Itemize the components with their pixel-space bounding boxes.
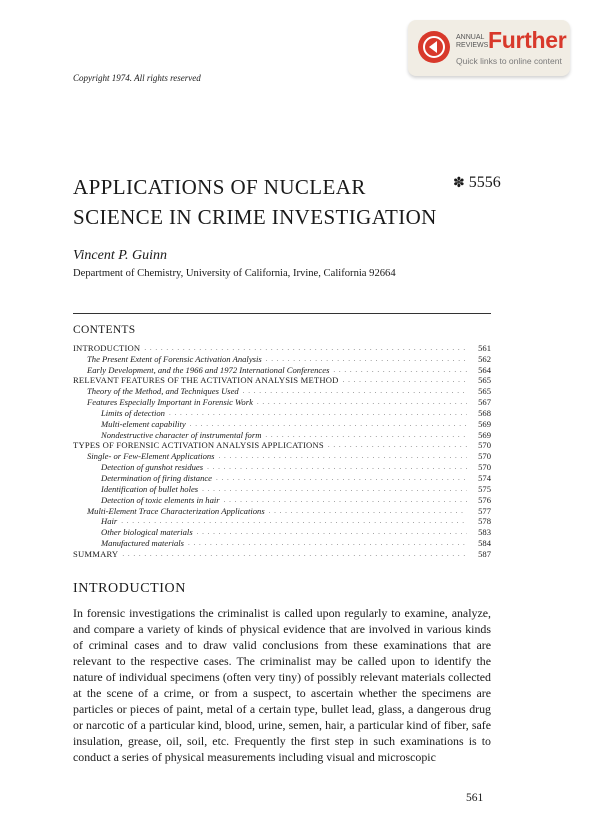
toc-entry-label: Theory of the Method, and Techniques Used — [87, 386, 239, 397]
toc-entry — [73, 472, 491, 483]
title-line: SCIENCE IN CRIME INVESTIGATION — [73, 205, 437, 229]
toc-entry-label: Detection of toxic elements in hair — [101, 494, 220, 505]
copyright-notice: Copyright 1974. All rights reserved — [73, 73, 201, 83]
toc-entry-label: Features Especially Important in Forensic Work — [87, 397, 253, 408]
title-line: APPLICATIONS OF NUCLEAR — [73, 175, 366, 199]
toc-leader-dots — [122, 549, 467, 559]
toc-entry-page: 565 — [478, 375, 491, 386]
toc-leader-dots — [328, 440, 467, 450]
toc-leader-dots — [343, 375, 467, 385]
toc-entry — [73, 505, 491, 516]
toc-entry-page: 570 — [478, 440, 491, 451]
toc-entry-label: TYPES OF FORENSIC ACTIVATION ANALYSIS APPLICATIONS — [73, 440, 324, 451]
toc-entry-page: 584 — [478, 538, 491, 549]
toc-entry-label: Detection of gunshot residues — [101, 462, 204, 473]
article-code-number: 5556 — [468, 174, 501, 191]
toc-leader-dots — [197, 527, 467, 537]
snowflake-icon: ✽ — [453, 176, 465, 191]
toc-entry-page: 564 — [478, 364, 491, 375]
annual-reviews-logo-text: ANNUAL REVIEWS — [456, 34, 489, 49]
toc-entry — [73, 494, 491, 505]
toc-entry-label: Identification of bullet holes — [101, 483, 199, 494]
toc-leader-dots — [121, 516, 467, 526]
toc-entry — [73, 429, 491, 440]
toc-entry-page: 562 — [478, 353, 491, 364]
toc-entry-label: Nondestructive character of instrumental form — [101, 429, 262, 440]
toc-entry-page: 570 — [478, 451, 491, 462]
page-number: 561 — [466, 792, 484, 804]
toc-entry — [73, 364, 491, 375]
toc-entry-page: 577 — [478, 505, 491, 516]
further-badge[interactable] — [408, 20, 570, 76]
toc-entry — [73, 483, 491, 494]
toc-entry-page: 570 — [478, 462, 491, 473]
divider — [73, 313, 491, 314]
toc-leader-dots — [243, 386, 467, 396]
toc-entry-page: 565 — [478, 386, 491, 397]
toc-leader-dots — [188, 538, 467, 548]
toc-entry — [73, 537, 491, 548]
toc-entry-page: 567 — [478, 397, 491, 408]
toc-leader-dots — [219, 451, 467, 461]
toc-entry-label: Single- or Few-Element Applications — [87, 451, 215, 462]
toc-entry-label: Other biological materials — [101, 527, 193, 538]
toc-entry — [73, 440, 491, 451]
toc-entry-label: Hair — [101, 516, 118, 527]
toc-leader-dots — [169, 408, 467, 418]
toc-entry-label: RELEVANT FEATURES OF THE ACTIVATION ANALYSIS METHOD — [73, 375, 339, 386]
article-code — [453, 174, 501, 192]
toc-entry-page: 583 — [478, 527, 491, 538]
toc-leader-dots — [144, 343, 467, 353]
toc-leader-dots — [257, 397, 467, 407]
body-paragraph: In forensic investigations the criminalist is called upon regularly to examine, analyze, and compare a variety of kinds of physical evidence that are involved in various kinds of criminal cases and to draw valid conclusions from these examinations that are relevant to the respective cases. The criminalist may be called upon to identify the nature of individual specimens (often very tiny) of possibly relevant materials collected at the scene of a crime, or from a suspect, to ascertain whether the specimens are particles or pieces of paint, metal of a certain type, bullet lead, glass, a dangerous drug or narcotic of a particular kind, blood, urine, semen, hair, a particular kind of fiber, safe insulation, grease, oil, soil, etc. Frequently the first step in such examinations is to conduct a series of physical measurements including visual and microscopic — [73, 606, 491, 764]
toc-entry — [73, 516, 491, 527]
toc-leader-dots — [190, 419, 467, 429]
quick-links-link[interactable]: Quick links to online content — [456, 56, 562, 66]
toc-leader-dots — [266, 354, 467, 364]
author-affiliation: Department of Chemistry, University of California, Irvine, California 92664 — [73, 268, 396, 279]
further-logo-text: Further — [488, 27, 567, 53]
toc-leader-dots — [333, 365, 467, 375]
toc-entry — [73, 418, 491, 429]
play-icon — [418, 31, 450, 63]
toc-entry-page: 575 — [478, 483, 491, 494]
toc-entry — [73, 396, 491, 407]
toc-entry-label: Determination of firing distance — [101, 472, 212, 483]
toc-leader-dots — [265, 430, 467, 440]
table-of-contents — [73, 342, 491, 559]
toc-entry-page: 568 — [478, 407, 491, 418]
toc-entry-label: Multi-element capability — [101, 418, 186, 429]
toc-entry — [73, 450, 491, 461]
toc-entry — [73, 385, 491, 396]
toc-entry-label: Limits of detection — [101, 407, 165, 418]
toc-entry — [73, 353, 491, 364]
toc-entry-label: The Present Extent of Forensic Activation Analysis — [87, 353, 262, 364]
toc-entry-page: 576 — [478, 494, 491, 505]
toc-entry-page: 587 — [478, 548, 491, 559]
toc-leader-dots — [202, 484, 467, 494]
toc-entry-label: Multi-Element Trace Characterization Applications — [87, 505, 265, 516]
toc-entry — [73, 548, 491, 559]
toc-entry-label: SUMMARY — [73, 548, 119, 559]
toc-leader-dots — [216, 473, 467, 483]
toc-entry — [73, 407, 491, 418]
toc-entry-page: 569 — [478, 418, 491, 429]
contents-heading: CONTENTS — [73, 324, 136, 336]
toc-entry-page: 574 — [478, 472, 491, 483]
toc-entry-label: Manufactured materials — [101, 538, 184, 549]
author-name: Vincent P. Guinn — [73, 248, 167, 263]
toc-entry — [73, 461, 491, 472]
toc-entry-label: INTRODUCTION — [73, 342, 141, 353]
toc-entry — [73, 375, 491, 386]
toc-entry — [73, 342, 491, 353]
toc-entry-page: 578 — [478, 516, 491, 527]
toc-entry-page: 561 — [478, 342, 491, 353]
toc-entry — [73, 526, 491, 537]
toc-leader-dots — [269, 506, 467, 516]
section-heading: INTRODUCTION — [73, 581, 186, 596]
toc-leader-dots — [207, 462, 467, 472]
toc-entry-page: 569 — [478, 429, 491, 440]
toc-leader-dots — [224, 495, 467, 505]
toc-entry-label: Early Development, and the 1966 and 1972 International Conferences — [87, 364, 330, 375]
article-title — [73, 172, 493, 232]
